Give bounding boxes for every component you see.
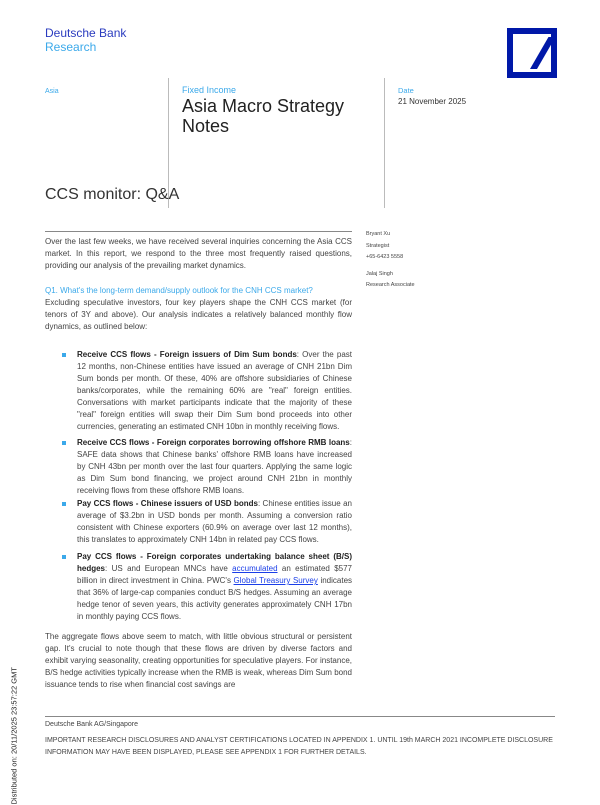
list-item [62, 437, 352, 497]
brand-name: Deutsche Bank [45, 26, 127, 40]
category-label: Fixed Income [182, 85, 237, 95]
bullet-text: an estimated $577 billion in direct investment in China. PWC's [77, 564, 353, 585]
deutsche-bank-logo-icon [507, 28, 557, 78]
bullet-icon [62, 441, 66, 445]
bullet-icon [62, 353, 66, 357]
list-item [62, 551, 352, 623]
bullet-text: : SAFE data shows that Chinese banks' offshore RMB loans have increased by CNH 43bn per month over the last four quarters. Applying the same logic as Dim Sum bond financing, we project around CNH 21bn in monthly receiving flows from these offshore RMB loans. [77, 438, 352, 495]
divider [384, 78, 385, 208]
divider [45, 231, 352, 232]
accumulated-link[interactable]: accumulated [232, 564, 278, 573]
bullet-text: indicates that 36% of large-cap companies conduct B/S hedges. Assuming an average hedge tenor of seven years, this activity generates approximately CNH 17bn in monthly paying CCS flows. [77, 576, 353, 621]
publication-title: Asia Macro Strategy Notes [182, 96, 345, 136]
author-role: Research Associate [366, 282, 415, 288]
bullet-heading: Pay CCS flows - Foreign corporates undertaking balance sheet (B/S) hedges [77, 552, 352, 573]
bullet-icon [62, 502, 66, 506]
list-item [62, 498, 352, 546]
footer-disclosure: IMPORTANT RESEARCH DISCLOSURES AND ANALYST CERTIFICATIONS LOCATED IN APPENDIX 1. UNTIL 19th MARCH 2021 INCOMPLETE DISCLOSURE INFORMATION MAY HAVE BEEN DISPLAYED, PLEASE SEE APPENDIX 1 FOR FURTHER DETAILS. [45, 737, 553, 756]
author-role: Strategist [366, 243, 390, 249]
question-heading: Q1. What's the long-term demand/supply outlook for the CNH CCS market? [45, 286, 313, 295]
region-label: Asia [45, 88, 59, 95]
bullet-heading: Pay CCS flows - Chinese issuers of USD bonds [77, 499, 258, 508]
brand-subtitle: Research [45, 40, 97, 54]
date-label: Date [398, 86, 414, 95]
bullet-text: : Chinese entities issue an average of $3.2bn in USD bonds per month. Assuming a conversion ratio consistent with Chinese exporters (60.9% on average over last 12 months), this translates to approximately CNH 14bn in related pay CCS flows. [77, 499, 352, 544]
bullet-text: : US and European MNCs have [105, 564, 233, 573]
bullet-text: : Over the past 12 months, non-Chinese entities have issued an average of CNH 21bn Dim Sum bonds per month. Of these, 40% are offshore subsidiaries of Chinese banks/corporates, while the remaining 60% are "real" foreign entities. Conversations with market participants indicate that the majority of these "real" foreign entities will swap their Dim Sum bond proceeds into other currencies, generating an estimated CNH 10bn in monthly receiving flows. [77, 350, 352, 431]
bullet-heading: Receive CCS flows - Foreign corporates borrowing offshore RMB loans [77, 438, 350, 447]
author-name: Jalaj Singh [366, 271, 393, 277]
conclusion-paragraph: The aggregate flows above seem to match, with little obvious structural or persistent gap. It's crucial to note though that these flows are driven by diverse factors and exhibit varying seasonality, creating opportunities for speculative players. For instance, B/S hedge activities typically increase when the RMB is weak, whereas Dim Sum bond issuance tends to rise when financial cost savings are [45, 632, 352, 689]
author-name: Bryant Xu [366, 231, 391, 237]
bullet-heading: Receive CCS flows - Foreign issuers of Dim Sum bonds [77, 350, 297, 359]
author-phone: +65-6423 5558 [366, 254, 404, 260]
intro-paragraph: Over the last few weeks, we have received several inquiries concerning the Asia CCS market. In this report, we respond to the three most frequently raised questions, providing our analysis of the prevailing market dynamics. [45, 237, 352, 270]
footer-entity: Deutsche Bank AG/Singapore [45, 721, 139, 728]
distribution-stamp: Distributed on: 20/11/2025 23:57:22 GMT [9, 667, 19, 805]
report-title: CCS monitor: Q&A [45, 186, 180, 203]
divider [45, 716, 555, 717]
bullet-icon [62, 555, 66, 559]
list-item [62, 349, 352, 433]
global-treasury-survey-link[interactable]: Global Treasury Survey [233, 576, 318, 585]
date-value: 21 November 2025 [398, 97, 467, 106]
question-intro: Excluding speculative investors, four key players shape the CNH CCS market (for tenors of 3Y and above). Our analysis indicates a relatively balanced monthly flow dynamics, as outlined below: [45, 298, 352, 331]
